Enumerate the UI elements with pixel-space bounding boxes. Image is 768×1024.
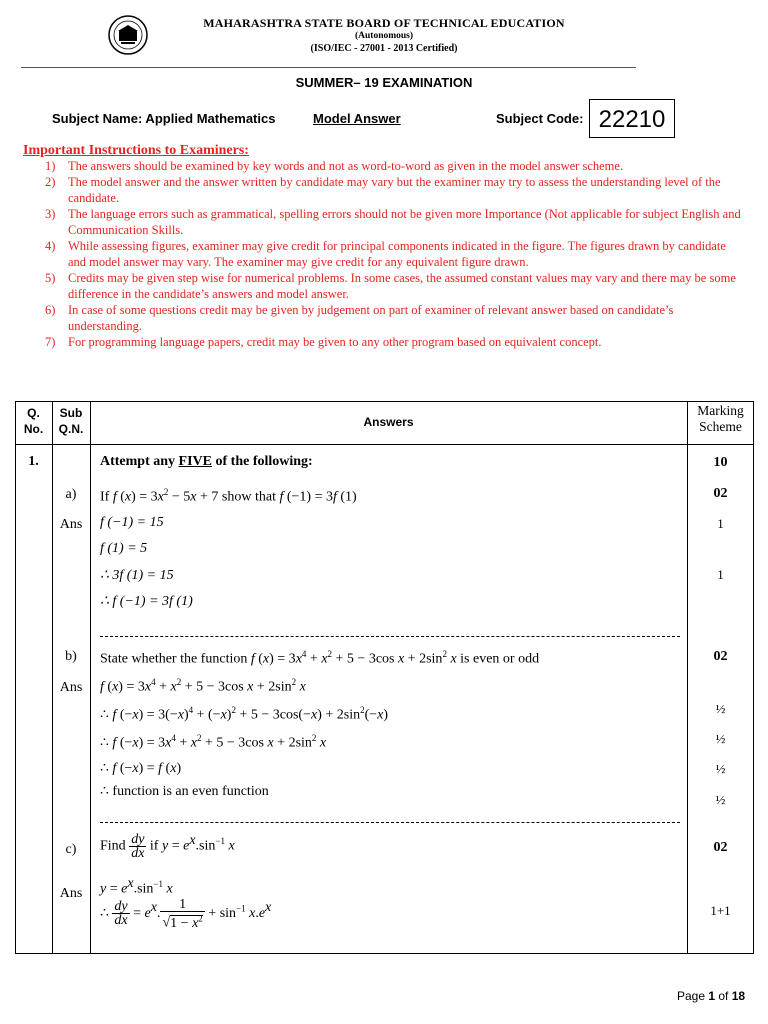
instructions-title: Important Instructions to Examiners:: [23, 143, 249, 158]
instruction-item: 6) In case of some questions credit may be given by judgement on part of examiner of relevant answer based on candidate’s understanding.: [45, 303, 674, 333]
ans-label-c: Ans: [59, 886, 83, 901]
model-answer-label: Model Answer: [313, 111, 401, 126]
exam-title: SUMMER– 19 EXAMINATION: [295, 75, 473, 90]
header-row-divider: [15, 444, 754, 445]
header-answers: Answers: [363, 415, 414, 429]
subject-name: Subject Name: Applied Mathematics: [52, 111, 276, 126]
marks-a: 02: [713, 486, 728, 501]
answer-b-line4: ∴ f (−x) = f (x): [100, 761, 182, 776]
ans-label-a: Ans: [59, 517, 83, 532]
header-q-no: Q. No.: [23, 406, 44, 436]
answer-b-conclusion: ∴ function is an even function: [100, 784, 269, 799]
answer-a-line4: ∴ f (−1) = 3f (1): [100, 594, 193, 609]
header-sub-qn: Sub Q.N.: [58, 406, 84, 436]
question-number: 1.: [28, 454, 39, 469]
instructions-list: [45, 158, 745, 350]
answer-a-line2: f (1) = 5: [100, 541, 148, 556]
marks-c: 02: [713, 840, 728, 855]
separator: [100, 636, 680, 637]
answer-b-line2: ∴ f $(-x) = 3(-x)^4 + (-x)^2 + 5 - 3\cos(-x) + 2\sin^2(-x)$: [100, 705, 389, 723]
marks-b: 02: [713, 649, 728, 664]
autonomous-label: (Autonomous): [354, 31, 414, 41]
marks-c-step: 1+1: [710, 903, 731, 918]
answer-b-line3: ∴ f $(-x) = 3x^4 + x^2 + 5 - 3\cos$ $x + 2\sin^2$ x: [100, 733, 327, 751]
q1-intro: Attempt any FIVE of the following:: [100, 454, 313, 469]
sub-question-b: b): [65, 649, 77, 664]
marks-b-step: ½: [715, 761, 726, 776]
sub-question-a: a): [65, 487, 77, 502]
answer-c-line2: ∴ $\frac{dy}{dx}$ = $e^x$. $\frac{1}{√1 - x^2}$ + $\sin^{-1} x.e^x$: [100, 897, 272, 931]
answer-b-line1: f $(x) = 3x^4 + x^2 + 5 - 3\cos$ $x + 2\sin^2$ x: [100, 677, 306, 695]
instruction-item: 1) The answers should be examined by key words and not as word-to-word as given in the model answer scheme.: [45, 159, 624, 173]
separator: [100, 822, 680, 823]
ans-label-b: Ans: [59, 680, 83, 695]
marks-b-step: ½: [715, 701, 726, 716]
instruction-item: 4) While assessing figures, examiner may give credit for principal components indicated in the figure. The figures drawn by candidate and model answer may vary. The examiner may give credit for any equivalent figure drawn.: [45, 239, 726, 269]
question-a: If f $(x) = 3x^2 - 5x + 7$ show that f (−1) = 3f (1): [100, 487, 357, 505]
instruction-item: 7) For programming language papers, credit may be given to any other program based on equivalent concept.: [45, 335, 602, 349]
certification-label: (ISO/IEC - 27001 - 2013 Certified): [310, 43, 458, 54]
instruction-item: 2) The model answer and the answer written by candidate may vary but the examiner may try to assess the understanding level of the candidate.: [45, 175, 721, 205]
col-divider: [90, 401, 91, 954]
col-divider: [687, 401, 688, 954]
marks-b-step: ½: [715, 731, 726, 746]
marks-b-step: ½: [715, 792, 726, 807]
sub-question-c: c): [65, 842, 77, 857]
instruction-item: 3) The language errors such as grammatical, spelling errors should not be given more Importance (Not applicable for subject English and Communication Skills.: [45, 207, 741, 237]
col-divider: [52, 401, 53, 954]
header-divider: [21, 67, 636, 68]
question-c: Find $\frac{dy}{dx}$ if $y = e^x.\sin^{-1}$ x: [100, 832, 235, 861]
subject-code: 22210: [589, 99, 675, 138]
page-number: Page 1 of 18: [677, 989, 746, 1003]
marks-a-step1: 1: [717, 516, 724, 531]
marks-a-step2: 1: [717, 567, 724, 582]
answer-a-line1: f (−1) = 15: [100, 515, 164, 530]
subject-code-label: Subject Code:: [496, 111, 584, 126]
q1-total-marks: 10: [713, 455, 728, 470]
header-marking-scheme: Marking Scheme: [697, 403, 744, 434]
answer-c-line1: $y = e^x.\sin^{-1}$ x: [100, 876, 173, 897]
answer-a-line3: ∴ 3f (1) = 15: [100, 568, 174, 583]
question-b: State whether the function f $(x) = 3x^4 + x^2 + 5 - 3\cos$ $x + 2\sin^2$ x is even or odd: [100, 649, 540, 667]
instruction-item: 5) Credits may be given step wise for numerical problems. In some cases, the assumed constant values may vary and there may be some difference in the candidate’s answers and model answer.: [45, 271, 736, 301]
board-name: MAHARASHTRA STATE BOARD OF TECHNICAL EDUCATION: [203, 16, 565, 30]
